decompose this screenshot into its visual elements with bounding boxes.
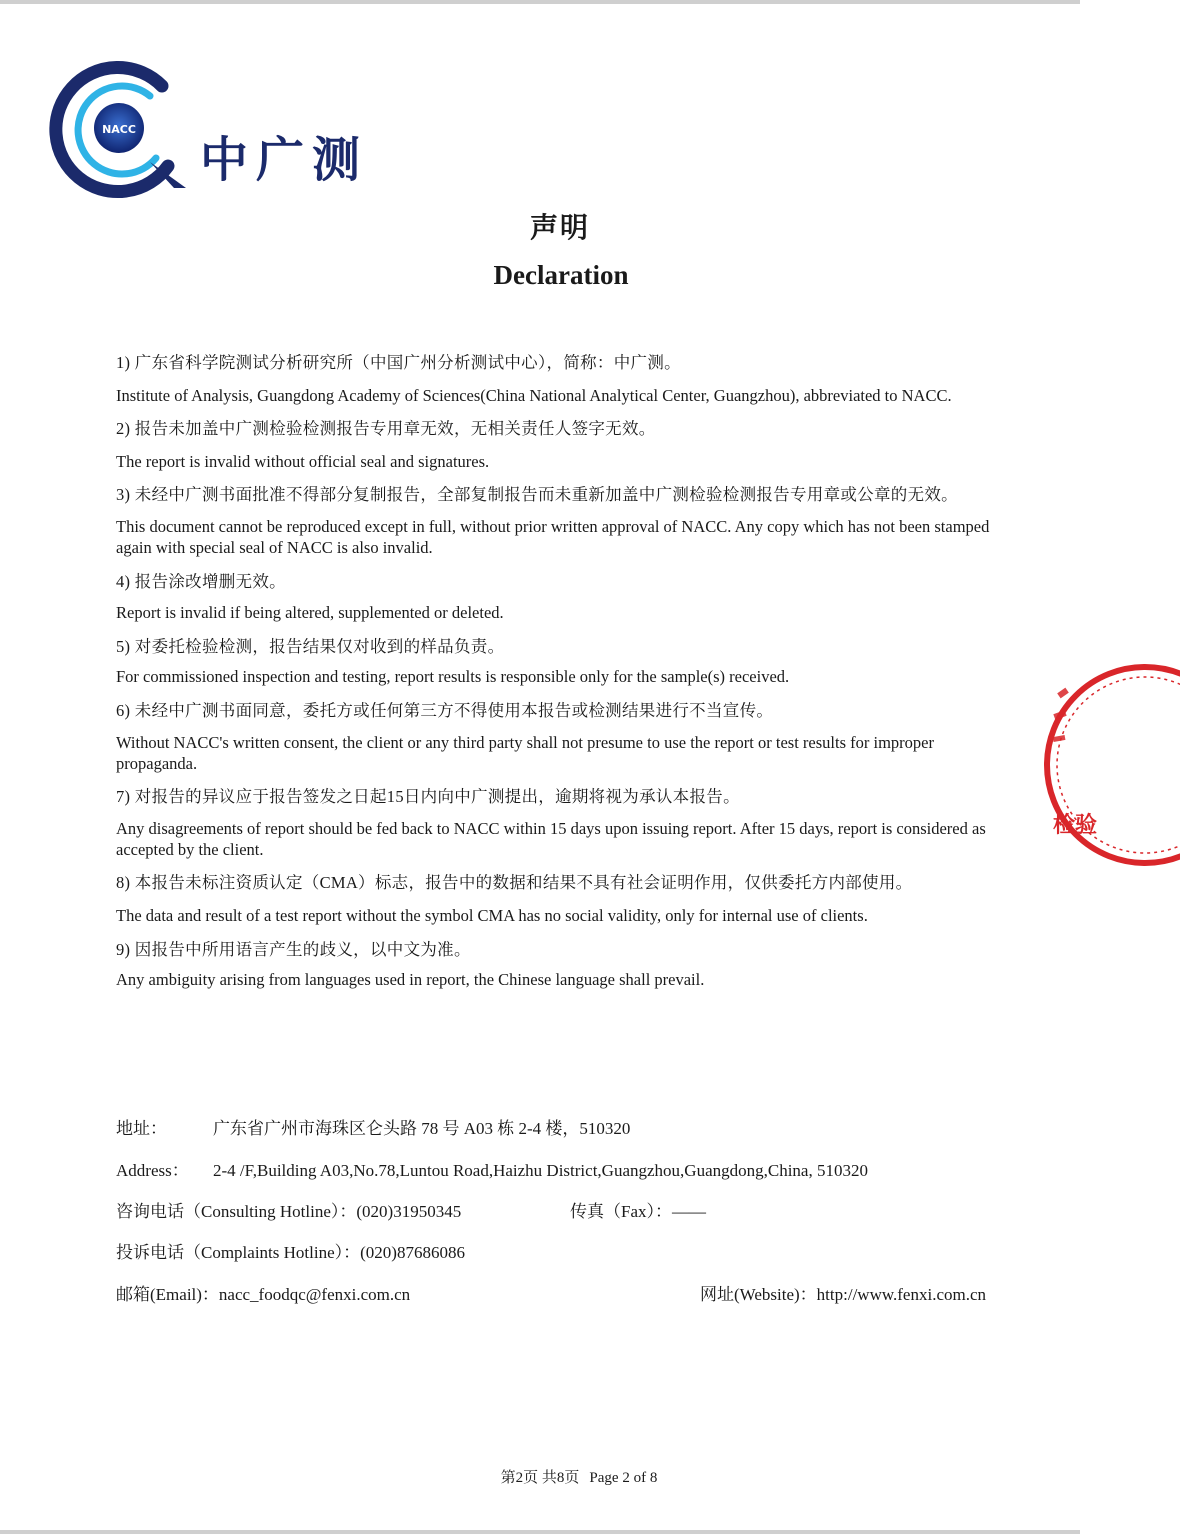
fax-row bbox=[570, 1197, 706, 1222]
email-row bbox=[116, 1280, 410, 1305]
item-1-en: Institute of Analysis, Guangdong Academy of Sciences(China National Analytical Center, Guangzhou), abbreviated to NACC. bbox=[116, 386, 952, 405]
item-3-cn: 3) 未经中广测书面批准不得部分复制报告，全部复制报告而未重新加盖中广测检验检测报告专用章或公章的无效。 bbox=[116, 485, 958, 504]
website-label: 网址(Website)： bbox=[700, 1285, 817, 1304]
bottom-border bbox=[0, 1530, 1080, 1534]
item-9-cn: 9) 因报告中所用语言产生的歧义，以中文为准。 bbox=[116, 940, 471, 959]
address-en-label: Address： bbox=[116, 1161, 189, 1180]
address-cn-label: 地址： bbox=[116, 1119, 167, 1138]
title-english: Declaration bbox=[493, 260, 629, 290]
address-en-value: 2-4 /F,Building A03,No.78,Luntou Road,Haizhu District,Guangzhou,Guangdong,China, 510320 bbox=[213, 1161, 868, 1180]
logo-text: 中广测 bbox=[200, 132, 369, 188]
email-label: 邮箱(Email)： bbox=[116, 1285, 219, 1304]
fax-value: —— bbox=[672, 1202, 706, 1221]
logo-badge: NACC bbox=[102, 123, 136, 136]
title-chinese: 声明 bbox=[529, 213, 590, 244]
nacc-logo bbox=[50, 66, 380, 196]
address-cn-row bbox=[116, 1114, 630, 1139]
item-2-en: The report is invalid without official seal and signatures. bbox=[116, 452, 490, 471]
item-7-en: Any disagreements of report should be fed back to NACC within 15 days upon issuing report. After 15 days, report is considered as accepted by the client. bbox=[116, 819, 986, 859]
page-number-cn: 第2页 共8页 bbox=[500, 1470, 580, 1486]
website-row bbox=[700, 1280, 986, 1305]
fax-label: 传真（Fax）： bbox=[570, 1202, 672, 1221]
hotline-row bbox=[116, 1197, 461, 1222]
item-1-cn: 1) 广东省科学院测试分析研究所（中国广州分析测试中心），简称：中广测。 bbox=[116, 353, 681, 372]
item-6-cn: 6) 未经中广测书面同意，委托方或任何第三方不得使用本报告或检测结果进行不当宣传。 bbox=[116, 701, 774, 720]
address-cn-value: 广东省广州市海珠区仑头路 78 号 A03 栋 2-4 楼，510320 bbox=[213, 1119, 631, 1138]
item-5-cn: 5) 对委托检验检测，报告结果仅对收到的样品负责。 bbox=[116, 637, 505, 656]
declaration-list bbox=[116, 352, 996, 990]
item-6-en: Without NACC's written consent, the client or any third party shall not presume to use the report or test results for improper propaganda. bbox=[116, 733, 934, 773]
item-8-cn: 8) 本报告未标注资质认定（CMA）标志，报告中的数据和结果不具有社会证明作用，仅供委托方内部使用。 bbox=[116, 873, 913, 892]
seal-text: 检验 bbox=[1053, 813, 1098, 838]
hotline-value: (020)31950345 bbox=[356, 1202, 462, 1221]
top-border bbox=[0, 0, 1080, 4]
email-value[interactable]: nacc_foodqc@fenxi.com.cn bbox=[218, 1285, 411, 1304]
red-seal-stamp bbox=[1040, 660, 1098, 870]
item-3-en: This document cannot be reproduced except in full, without prior written approval of NACC. Any copy which has not been stamped again with special seal of NACC is also invalid. bbox=[116, 517, 990, 557]
item-8-en: The data and result of a test report without the symbol CMA has no social validity, only for internal use of clients. bbox=[116, 906, 868, 925]
item-4-cn: 4) 报告涂改增删无效。 bbox=[116, 572, 286, 591]
address-en-row bbox=[116, 1156, 868, 1181]
hotline-label: 咨询电话（Consulting Hotline）： bbox=[116, 1202, 357, 1221]
complaints-row bbox=[116, 1238, 465, 1263]
item-7-cn: 7) 对报告的异议应于报告签发之日起15日内向中广测提出，逾期将视为承认本报告。 bbox=[116, 787, 740, 806]
item-9-en: Any ambiguity arising from languages used in report, the Chinese language shall prevail. bbox=[116, 970, 705, 989]
item-5-en: For commissioned inspection and testing, report results is responsible only for the sample(s) received. bbox=[116, 667, 790, 686]
item-2-cn: 2) 报告未加盖中广测检验检测报告专用章无效，无相关责任人签字无效。 bbox=[116, 419, 656, 438]
complaints-label: 投诉电话（Complaints Hotline）： bbox=[116, 1243, 361, 1262]
website-value[interactable]: http://www.fenxi.com.cn bbox=[816, 1285, 987, 1304]
page-number-en: Page 2 of 8 bbox=[589, 1470, 658, 1486]
page-footer bbox=[0, 1466, 1158, 1487]
item-4-en: Report is invalid if being altered, supplemented or deleted. bbox=[116, 603, 504, 622]
complaints-value: (020)87686086 bbox=[360, 1243, 465, 1262]
logo-emblem-icon bbox=[50, 66, 190, 196]
